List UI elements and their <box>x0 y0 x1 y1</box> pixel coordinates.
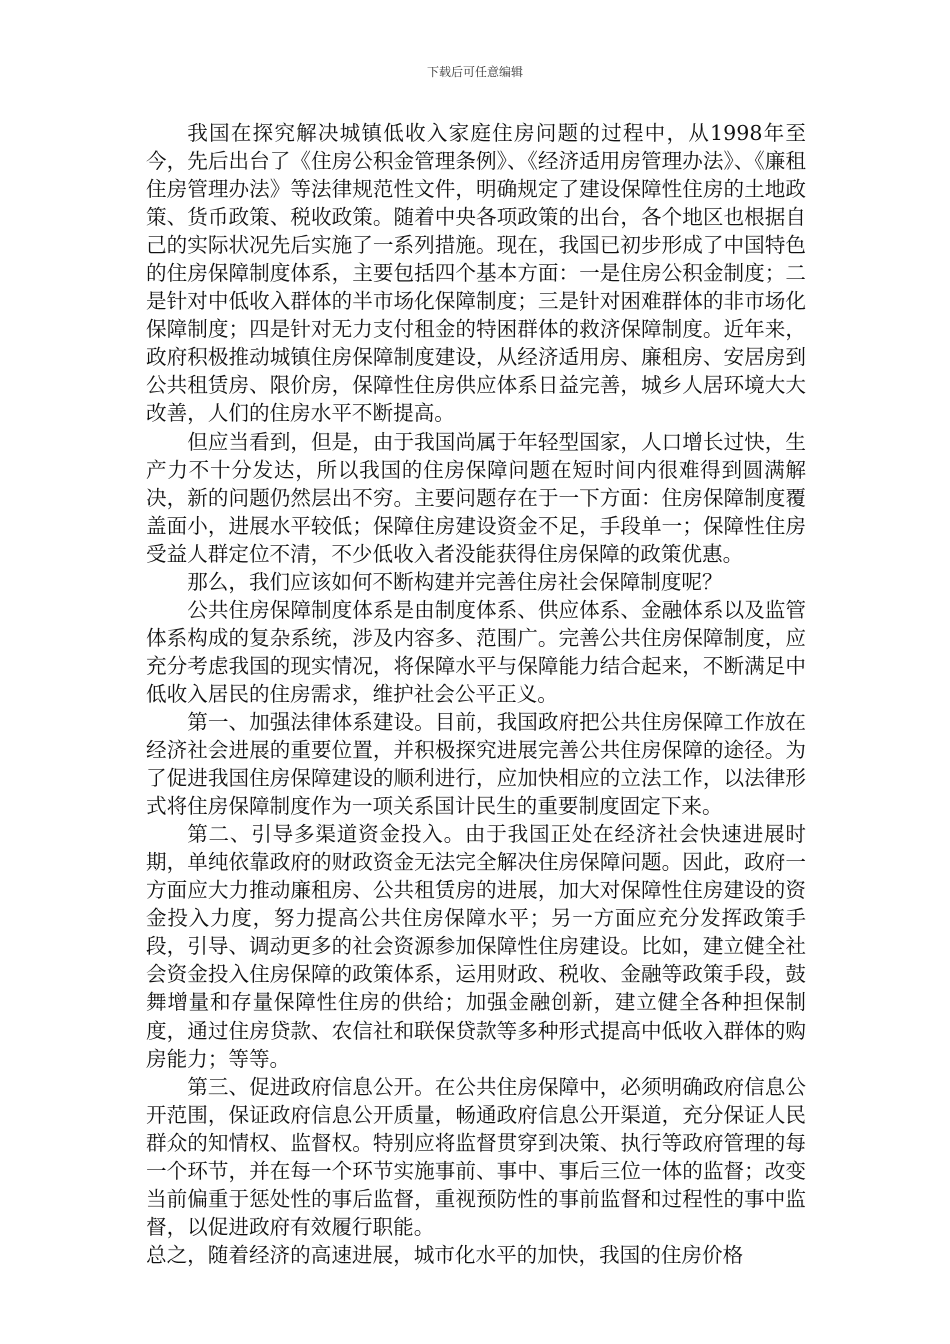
paragraph-current-problems: 但应当看到，但是，由于我国尚属于年轻型国家，人口增长过快，生产力不十分发达，所以我国的住房保障问题在短时间内很难得到圆满解决，新的问题仍然层出不穷。主要问题存在于一下方面：住房保障制度覆盖面小，进展水平较低；保障住房建设资金不足，手段单一；保障性住房受益人群定位不清，不少低收入者没能获得住房保障的政策优惠。 <box>146 429 806 566</box>
page-header: 下载后可任意编辑 <box>426 65 523 79</box>
paragraph-system-overview: 公共住房保障制度体系是由制度体系、供应体系、金融体系以及监管体系构成的复杂系统，涉及内容多、范围广。完善公共住房保障制度，应充分考虑我国的现实情况，将保障水平与保障能力结合起来，不断满足中低收入居民的住房需求，维护社会公平正义。 <box>146 597 806 706</box>
paragraph-legal-system: 第一、加强法律体系建设。目前，我国政府把公共住房保障工作放在经济社会进展的重要位置，并积极探究进展完善公共住房保障的途径。为了促进我国住房保障建设的顺利进行，应加快相应的立法工作，以法律形式将住房保障制度作为一项关系国计民生的重要制度固定下来。 <box>146 709 806 819</box>
paragraph-housing-policy-history: 我国在探究解决城镇低收入家庭住房问题的过程中，从1998年至今，先后出台了《住房公积金管理条例》、《经济适用房管理办法》、《廉租住房管理办法》等法律规范性文件，明确规定了建设保障性住房的土地政策、货币政策、税收政策。随着中央各项政策的出台，各个地区也根据自己的实际状况先后实施了一系列措施。现在，我国已初步形成了中国特色的住房保障制度体系，主要包括四个基本方面：一是住房公积金制度；二是针对中低收入群体的半市场化保障制度；三是针对困难群体的非市场化保障制度；四是针对无力支付租金的特困群体的救济保障制度。近年来，政府积极推动城镇住房保障制度建设，从经济适用房、廉租房、安居房到公共租赁房、限价房，保障性住房供应体系日益完善，城乡人居环境大大改善，人们的住房水平不断提高。 <box>146 121 806 426</box>
paragraph-question: 那么，我们应该如何不断构建并完善住房社会保障制度呢？ <box>187 569 723 594</box>
paragraph-conclusion: 总之，随着经济的高速进展，城市化水平的加快，我国的住房价格 <box>146 1242 744 1267</box>
paragraph-information-disclosure: 第三、促进政府信息公开。在公共住房保障中，必须明确政府信息公开范围，保证政府信息公开质量，畅通政府信息公开渠道，充分保证人民群众的知情权、监督权。特别应将监督贯穿到决策、执行等政府管理的每一个环节，并在每一个环节实施事前、事中、事后三位一体的监督；改变当前偏重于惩处性的事后监督，重视预防性的事前监督和过程性的事中监督，以促进政府有效履行职能。 <box>146 1074 806 1239</box>
document-body <box>146 119 806 1269</box>
paragraph-funding-channels: 第二、引导多渠道资金投入。由于我国正处在经济社会快速进展时期，单纯依靠政府的财政资金无法完全解决住房保障问题。因此，政府一方面应大力推动廉租房、公共租赁房的进展，加大对保障性住房建设的资金投入力度，努力提高公共住房保障水平；另一方面应充分发挥政策手段，引导、调动更多的社会资源参加保障性住房建设。比如，建立健全社会资金投入住房保障的政策体系，运用财政、税收、金融等政策手段，鼓舞增量和存量保障性住房的供给；加强金融创新，建立健全各种担保制度，通过住房贷款、农信社和联保贷款等多种形式提高中低收入群体的购房能力；等等。 <box>146 822 806 1071</box>
